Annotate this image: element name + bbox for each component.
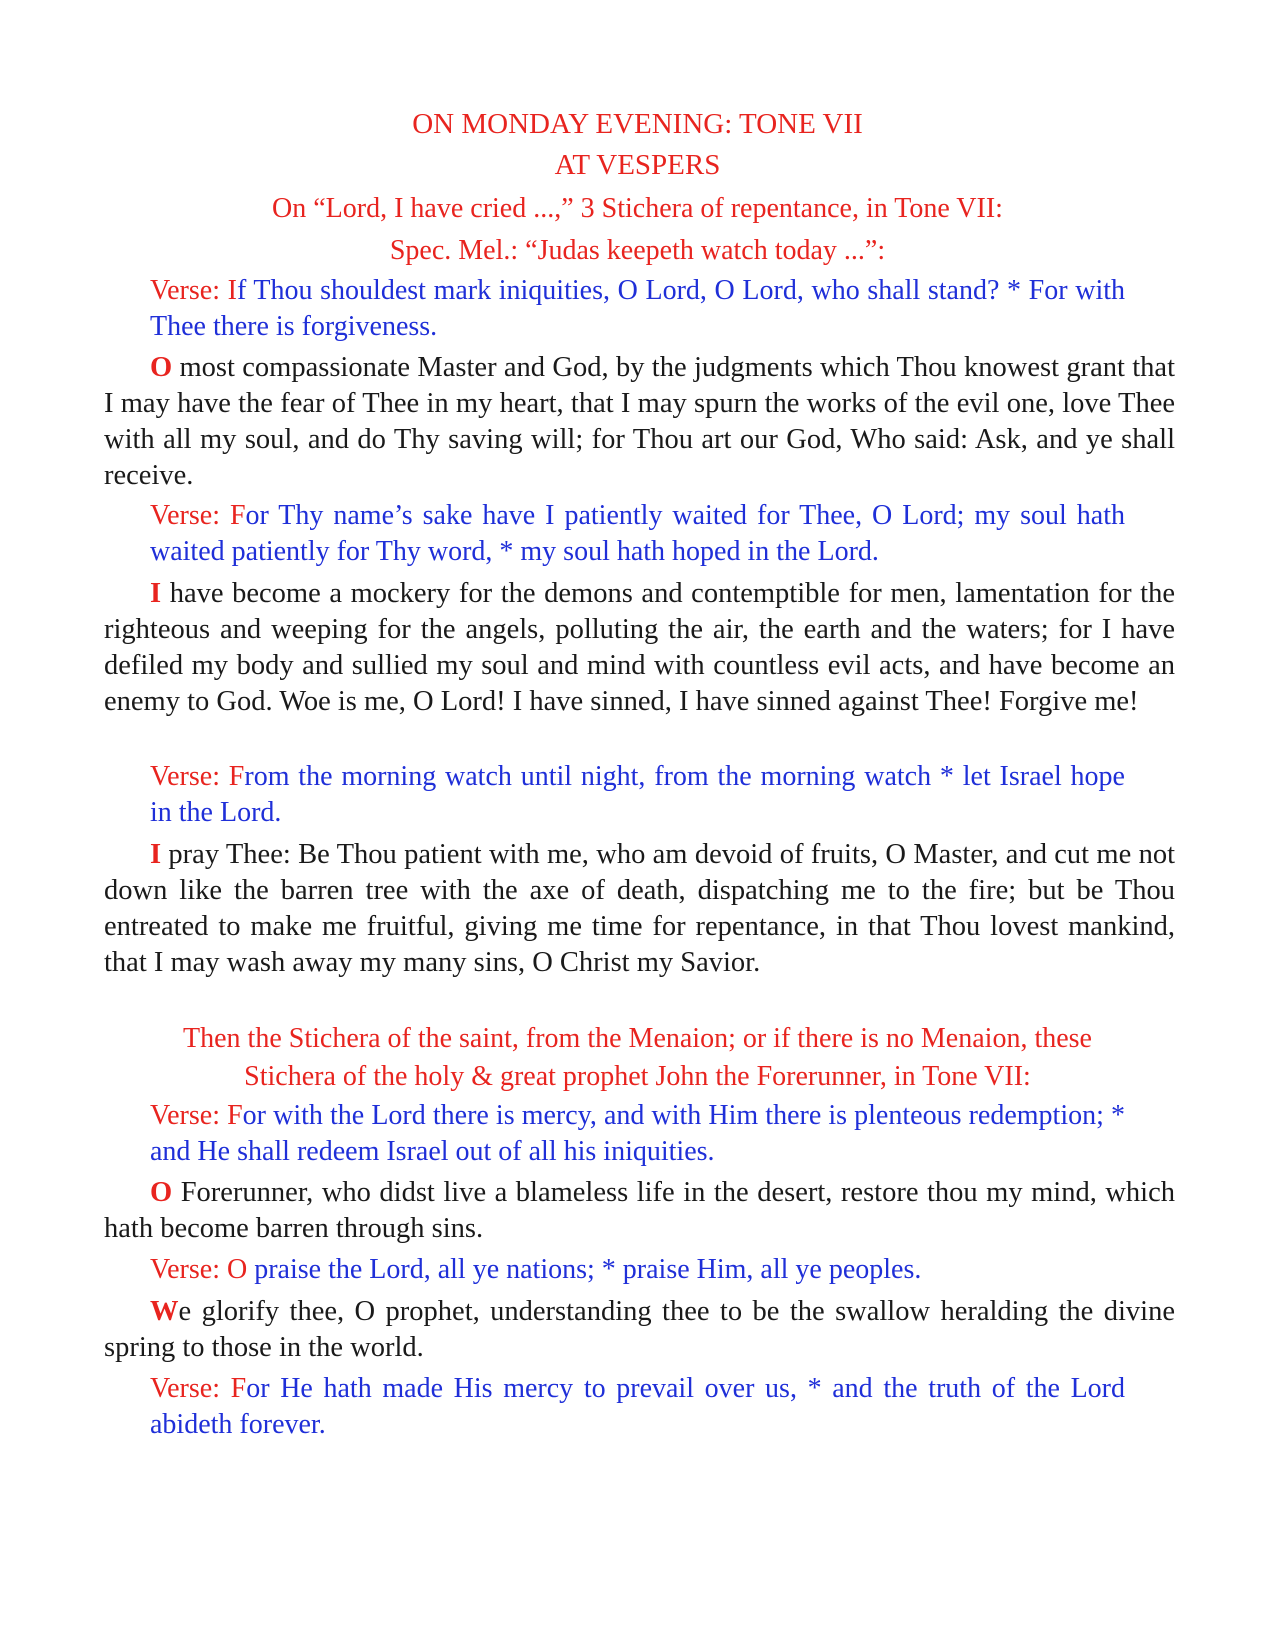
verse-label: Verse:: [150, 1100, 228, 1131]
verse-initial: I: [227, 275, 237, 306]
drop-initial: O: [150, 352, 173, 383]
verse-text: or He hath made His mercy to prevail over us, * and the truth of the Lord abideth forever.: [150, 1373, 1126, 1440]
verse-paragraph: [150, 759, 1125, 831]
sticheron-paragraph: [104, 837, 1175, 981]
sticheron-paragraph: [104, 1294, 1175, 1366]
page-title: ON MONDAY EVENING: TONE VII: [412, 108, 863, 140]
verse-text: or with the Lord there is mercy, and with Him there is plenteous redemption; * and He shall redeem Israel out of all his iniquities.: [150, 1100, 1125, 1167]
rubric-line: Spec. Mel.: “Judas keepeth watch today ...”:: [389, 235, 886, 266]
drop-initial: O: [150, 1177, 173, 1208]
verse-text: f Thou shouldest mark iniquities, O Lord, O Lord, who shall stand? * For with Thee there is forgiveness.: [150, 275, 1125, 342]
drop-initial: I: [150, 578, 162, 609]
verse-label: Verse:: [150, 275, 228, 306]
verse-initial: F: [230, 1373, 247, 1404]
rubric-line: On “Lord, I have cried ...,” 3 Stichera of repentance, in Tone VII:: [272, 193, 1003, 224]
verse-paragraph: [150, 273, 1125, 345]
verse-paragraph: [150, 498, 1125, 570]
verse-paragraph: [150, 1252, 1125, 1288]
verse-label: Verse:: [150, 1254, 227, 1285]
verse-label: Verse:: [150, 1373, 231, 1404]
verse-initial: F: [227, 1100, 243, 1131]
drop-initial: W: [150, 1296, 179, 1327]
rubric-line: Stichera of the holy & great prophet John the Forerunner, in Tone VII:: [244, 1061, 1031, 1092]
verse-label: Verse:: [150, 761, 229, 792]
verse-text: rom the morning watch until night, from the morning watch * let Israel hope in the Lord.: [150, 761, 1125, 828]
verse-initial: F: [228, 761, 245, 792]
verse-text: praise the Lord, all ye nations; * praise Him, all ye peoples.: [247, 1254, 922, 1285]
verse-text: or Thy name’s sake have I patiently waited for Thee, O Lord; my soul hath waited patiently for Thy word, * my soul hath hoped in the Lord.: [150, 500, 1125, 567]
sticheron-paragraph: [104, 350, 1175, 494]
verse-paragraph: [150, 1371, 1125, 1443]
rubric-line: Then the Stichera of the saint, from the Menaion; or if there is no Menaion, these: [183, 1023, 1092, 1054]
verse-paragraph: [150, 1098, 1125, 1170]
page-subtitle: AT VESPERS: [554, 149, 721, 181]
verse-initial: F: [229, 500, 246, 531]
drop-initial: I: [150, 839, 162, 870]
sticheron-text: most compassionate Master and God, by the judgments which Thou knowest grant that I may have the fear of Thee in my heart, that I may spurn the works of the evil one, love Thee with all my soul, and do Thy saving will; for Thou art our God, Who said: Ask, and ye shall receive.: [104, 352, 1175, 491]
verse-label: Verse:: [150, 500, 230, 531]
sticheron-text: pray Thee: Be Thou patient with me, who am devoid of fruits, O Master, and cut me not down like the barren tree with the axe of death, dispatching me to the fire; but be Thou entreated to make me fruitful, giving me time for repentance, in that Thou lovest mankind, that I may wash away my many sins, O Christ my Savior.: [104, 839, 1175, 978]
verse-initial: O: [226, 1254, 248, 1285]
sticheron-text: have become a mockery for the demons and contemptible for men, lamentation for the righteous and weeping for the angels, polluting the air, the earth and the waters; for I have defiled my body and sullied my soul and mind with countless evil acts, and have become an enemy to God. Woe is me, O Lord! I have sinned, I have sinned against Thee! Forgive me!: [104, 578, 1175, 717]
sticheron-text: e glorify thee, O prophet, understanding thee to be the swallow heralding the divine spring to those in the world.: [104, 1296, 1175, 1363]
sticheron-paragraph: [104, 576, 1175, 720]
sticheron-text: Forerunner, who didst live a blameless life in the desert, restore thou my mind, which hath become barren through sins.: [104, 1177, 1175, 1244]
sticheron-paragraph: [104, 1175, 1175, 1247]
